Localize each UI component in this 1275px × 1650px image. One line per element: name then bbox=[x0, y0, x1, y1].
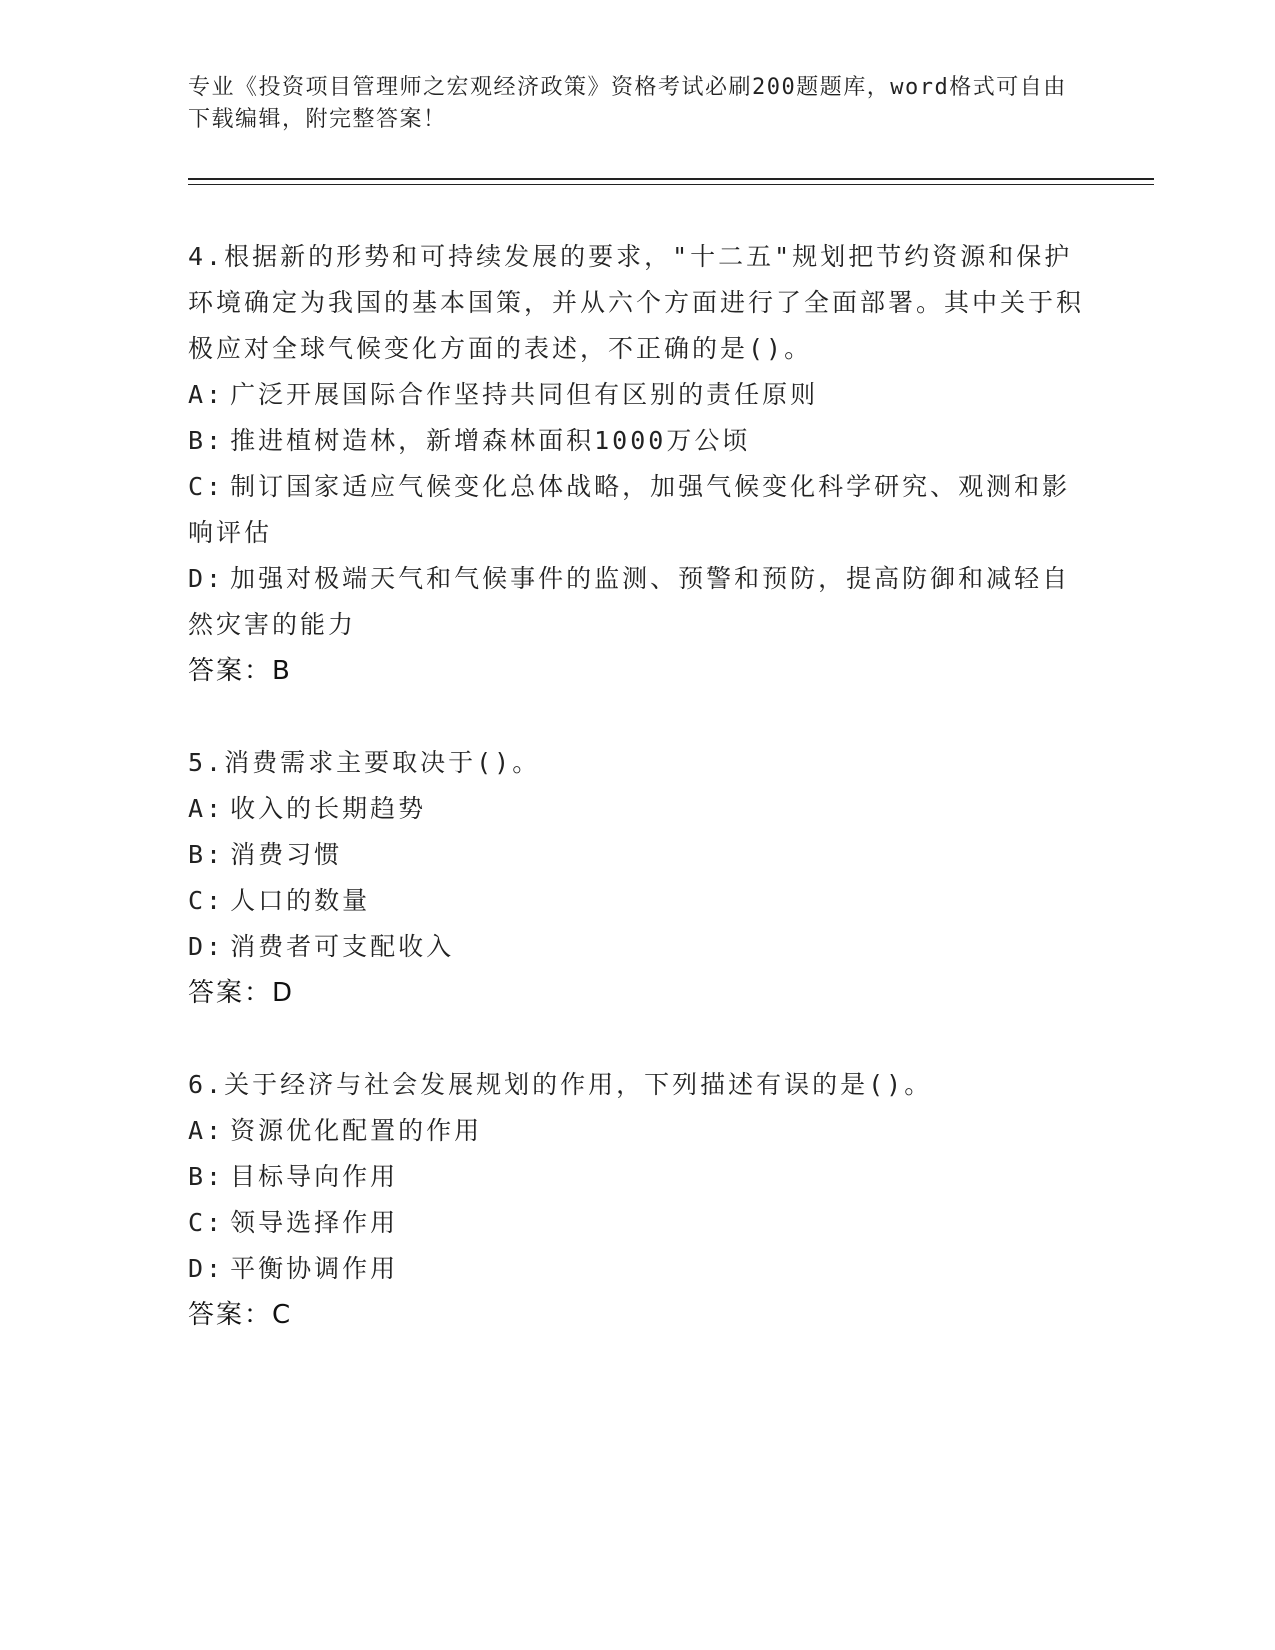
option-key: B: bbox=[188, 426, 225, 455]
option-c bbox=[188, 1200, 1088, 1246]
spacer bbox=[188, 694, 1088, 740]
option-text: 目标导向作用 bbox=[230, 1162, 399, 1191]
answer-line: 答案：C bbox=[188, 1300, 293, 1330]
option-text: 推进植树造林，新增森林面积1000万公顷 bbox=[230, 426, 751, 455]
option-text: 收入的长期趋势 bbox=[230, 794, 427, 823]
question-5 bbox=[188, 740, 1088, 1016]
question-list bbox=[188, 234, 1088, 1338]
option-c bbox=[188, 878, 1088, 924]
question-stem: 4.根据新的形势和可持续发展的要求，"十二五"规划把节约资源和保护环境确定为我国的基本国策，并从六个方面进行了全面部署。其中关于积极应对全球气候变化方面的表述，不正确的是()。 bbox=[188, 242, 1085, 363]
question-4 bbox=[188, 234, 1088, 694]
option-key: A: bbox=[188, 380, 225, 409]
option-text: 领导选择作用 bbox=[230, 1208, 399, 1237]
document-header: 专业《投资项目管理师之宏观经济政策》资格考试必刷200题题库，word格式可自由下载编辑，附完整答案！ bbox=[188, 75, 1067, 132]
option-text: 人口的数量 bbox=[230, 886, 371, 915]
option-a bbox=[188, 786, 1088, 832]
header-divider-thick bbox=[188, 178, 1154, 180]
option-key: D: bbox=[188, 932, 225, 961]
answer-line: 答案：D bbox=[188, 978, 295, 1008]
option-key: C: bbox=[188, 1208, 225, 1237]
option-a bbox=[188, 1108, 1088, 1154]
option-text: 制订国家适应气候变化总体战略，加强气候变化科学研究、观测和影响评估 bbox=[188, 472, 1071, 547]
option-key: C: bbox=[188, 886, 225, 915]
question-stem: 6.关于经济与社会发展规划的作用，下列描述有误的是()。 bbox=[188, 1070, 933, 1099]
option-key: D: bbox=[188, 564, 225, 593]
header-divider-thin bbox=[188, 184, 1154, 185]
option-d bbox=[188, 556, 1088, 648]
option-key: B: bbox=[188, 1162, 225, 1191]
option-b bbox=[188, 418, 1088, 464]
option-text: 加强对极端天气和气候事件的监测、预警和预防，提高防御和减轻自然灾害的能力 bbox=[188, 564, 1071, 639]
answer-line: 答案：B bbox=[188, 656, 292, 686]
option-d bbox=[188, 924, 1088, 970]
option-text: 平衡协调作用 bbox=[230, 1254, 399, 1283]
option-b bbox=[188, 832, 1088, 878]
option-c bbox=[188, 464, 1088, 556]
option-key: A: bbox=[188, 1116, 225, 1145]
option-key: D: bbox=[188, 1254, 225, 1283]
option-text: 广泛开展国际合作坚持共同但有区别的责任原则 bbox=[230, 380, 819, 409]
option-a bbox=[188, 372, 1088, 418]
question-stem: 5.消费需求主要取决于()。 bbox=[188, 748, 541, 777]
option-b bbox=[188, 1154, 1088, 1200]
question-6 bbox=[188, 1062, 1088, 1338]
option-key: A: bbox=[188, 794, 225, 823]
option-text: 资源优化配置的作用 bbox=[230, 1116, 483, 1145]
option-key: C: bbox=[188, 472, 225, 501]
option-key: B: bbox=[188, 840, 225, 869]
option-d bbox=[188, 1246, 1088, 1292]
spacer bbox=[188, 1016, 1088, 1062]
option-text: 消费习惯 bbox=[230, 840, 343, 869]
option-text: 消费者可支配收入 bbox=[230, 932, 455, 961]
